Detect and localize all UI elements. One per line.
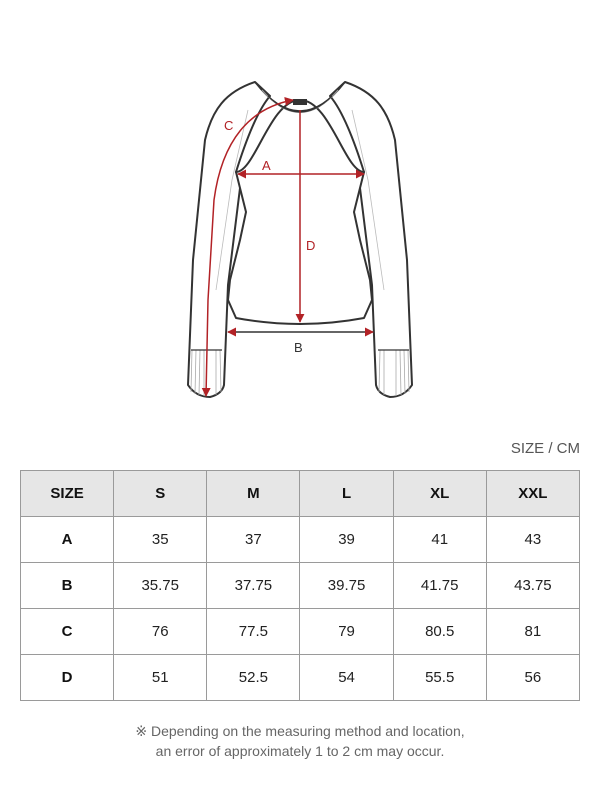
header-cell: L xyxy=(300,471,393,517)
header-cell: XL xyxy=(393,471,486,517)
row-label: C xyxy=(21,609,114,655)
table-cell: 35 xyxy=(114,517,207,563)
note-line-2: an error of approximately 1 to 2 cm may occur. xyxy=(155,743,445,759)
header-cell: SIZE xyxy=(21,471,114,517)
table-cell: 41 xyxy=(393,517,486,563)
note-line-1: ※ Depending on the measuring method and location, xyxy=(135,723,465,739)
size-chart-table xyxy=(20,470,580,701)
table-cell: 56 xyxy=(486,655,579,701)
table-cell: 51 xyxy=(114,655,207,701)
label-d: D xyxy=(306,238,316,253)
header-cell: M xyxy=(207,471,300,517)
table-cell: 39.75 xyxy=(300,563,393,609)
table-cell: 76 xyxy=(114,609,207,655)
table-cell: 41.75 xyxy=(393,563,486,609)
unit-label: SIZE / CM xyxy=(510,440,580,457)
row-label: D xyxy=(21,655,114,701)
row-label: B xyxy=(21,563,114,609)
table-row xyxy=(21,609,580,655)
table-cell: 79 xyxy=(300,609,393,655)
table-cell: 54 xyxy=(300,655,393,701)
table-cell: 37.75 xyxy=(207,563,300,609)
table-cell: 77.5 xyxy=(207,609,300,655)
table-cell: 43 xyxy=(486,517,579,563)
table-cell: 80.5 xyxy=(393,609,486,655)
table-cell: 52.5 xyxy=(207,655,300,701)
table-row xyxy=(21,563,580,609)
row-label: A xyxy=(21,517,114,563)
measure-b-hem xyxy=(228,332,373,355)
measurement-note xyxy=(0,721,600,761)
table-cell: 39 xyxy=(300,517,393,563)
table-cell: 55.5 xyxy=(393,655,486,701)
header-cell: XXL xyxy=(486,471,579,517)
header-cell: S xyxy=(114,471,207,517)
table-cell: 35.75 xyxy=(114,563,207,609)
table-cell: 37 xyxy=(207,517,300,563)
table-row xyxy=(21,655,580,701)
table-row xyxy=(21,517,580,563)
table-cell: 43.75 xyxy=(486,563,579,609)
label-a: A xyxy=(262,158,271,173)
neck-label-tag xyxy=(293,99,307,105)
table-header-row xyxy=(21,471,580,517)
label-b: B xyxy=(294,340,303,355)
label-c: C xyxy=(224,118,234,133)
table-cell: 81 xyxy=(486,609,579,655)
